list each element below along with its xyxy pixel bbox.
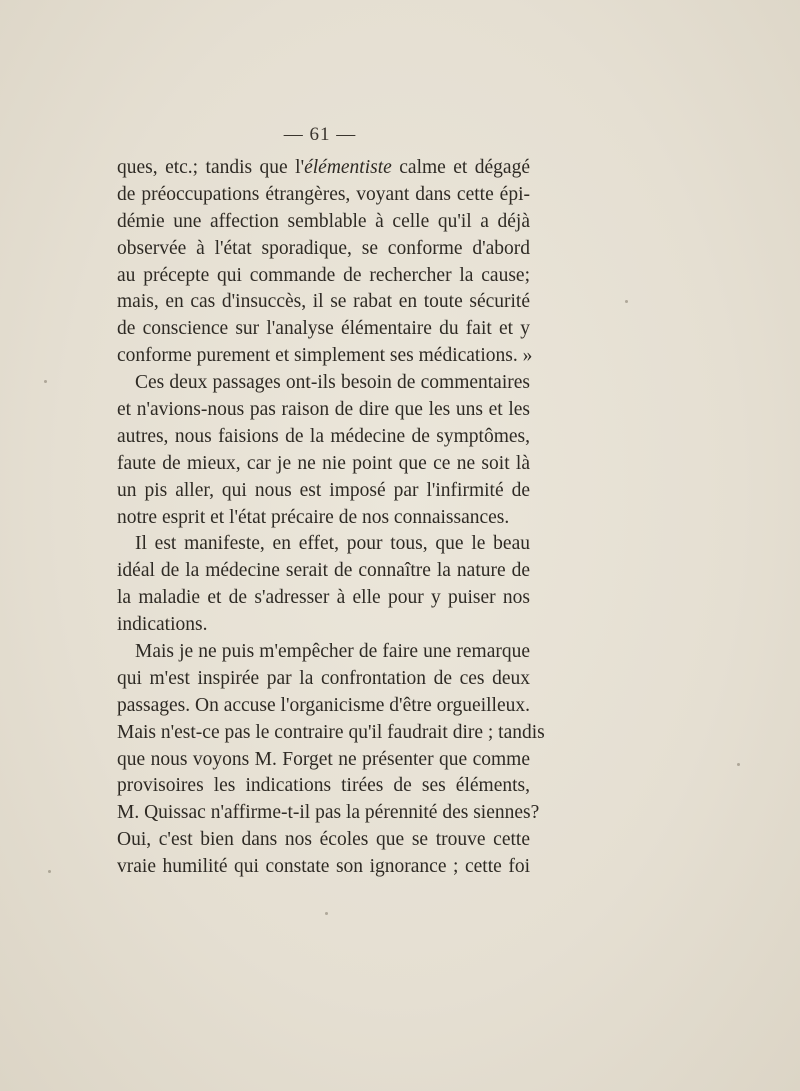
paper-speck: [737, 763, 740, 766]
paragraph-start-line: Mais je ne puis m'empêcher de faire une remarque: [135, 641, 530, 663]
paragraph-start-line: Il est manifeste, en effet, pour tous, que le beau: [135, 533, 530, 555]
text-line: de conscience sur l'analyse élémentaire du fait et y: [117, 318, 530, 340]
text-line: vraie humilité qui constate son ignorance ; cette foi: [117, 856, 530, 878]
text-line: observée à l'état sporadique, se conforme d'abord: [117, 237, 530, 259]
text-line: Oui, c'est bien dans nos écoles que se trouve cette: [117, 829, 530, 851]
text-line: indications.: [117, 614, 208, 636]
page-number: — 61 —: [283, 124, 357, 145]
emphasized-term: élémentiste: [304, 157, 392, 178]
paper-speck: [325, 912, 328, 915]
text-line: démie une affection semblable à celle qu'il a déjà: [117, 210, 530, 232]
text-line: faute de mieux, car je ne nie point que ce ne soit là: [117, 452, 530, 474]
text-line: autres, nous faisions de la médecine de symptômes,: [117, 425, 530, 447]
body-text: [117, 155, 545, 881]
paper-speck: [625, 300, 628, 303]
text-line: conforme purement et simplement ses médications. »: [117, 345, 533, 367]
paper-speck: [48, 870, 51, 873]
text-line: et n'avions-nous pas raison de dire que les uns et les: [117, 399, 530, 421]
text-line: idéal de la médecine serait de connaître la nature de: [117, 560, 530, 582]
text-line: de préoccupations étrangères, voyant dans cette épi-: [117, 183, 530, 205]
paper-speck: [44, 380, 47, 383]
text-line: Mais n'est-ce pas le contraire qu'il faudrait dire ; tandis: [117, 721, 545, 743]
text-line: provisoires les indications tirées de ses éléments,: [117, 775, 530, 797]
text-line: la maladie et de s'adresser à elle pour y puiser nos: [117, 587, 530, 609]
text-line: un pis aller, qui nous est imposé par l'infirmité de: [117, 479, 530, 501]
text-line: au précepte qui commande de rechercher la cause;: [117, 264, 530, 286]
text-line: que nous voyons M. Forget ne présenter que comme: [117, 748, 530, 770]
text-line: qui m'est inspirée par la confrontation de ces deux: [117, 667, 530, 689]
text-line: M. Quissac n'affirme-t-il pas la pérennité des siennes?: [117, 802, 540, 824]
text-line: notre esprit et l'état précaire de nos connaissances.: [117, 506, 510, 528]
paragraph-start-line: Ces deux passages ont-ils besoin de commentaires: [135, 372, 530, 394]
text-line: mais, en cas d'insuccès, il se rabat en toute sécurité: [117, 291, 530, 313]
text-line: passages. On accuse l'organicisme d'être orgueilleux.: [117, 694, 530, 716]
text-line: ques, etc.; tandis que l'élémentiste calme et dégagé: [117, 157, 530, 178]
